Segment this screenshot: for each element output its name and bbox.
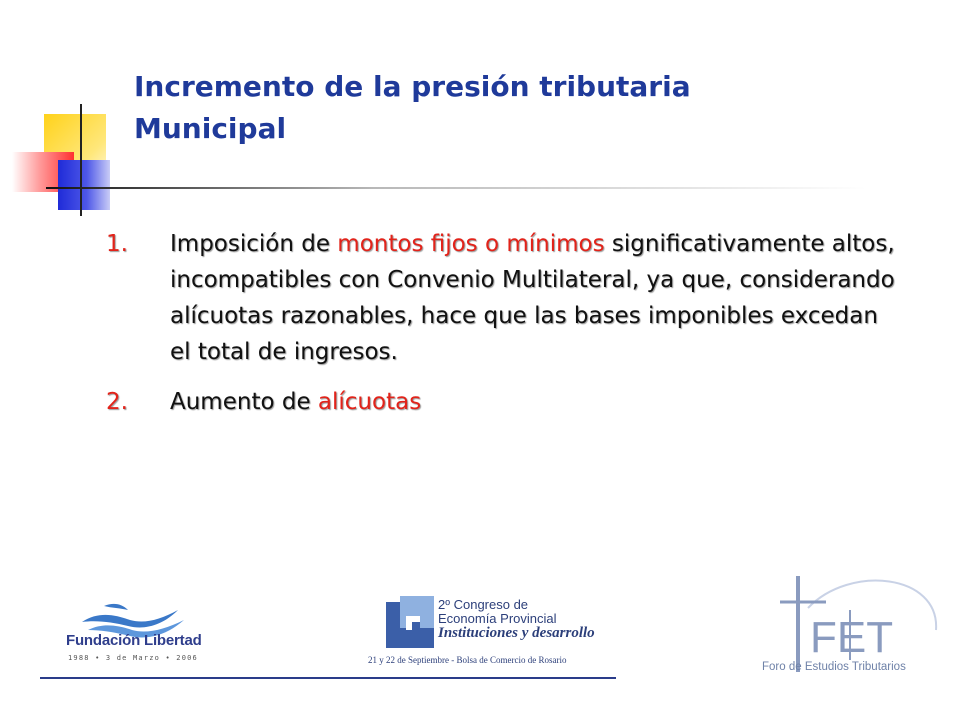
congreso-title [438, 598, 595, 640]
list-item-text: Imposición de [170, 231, 338, 257]
title-underline [46, 187, 866, 189]
vertical-rule [80, 104, 82, 216]
congreso-subtitle: 21 y 22 de Septiembre - Bolsa de Comercio de Rosario [368, 655, 567, 665]
list-item-highlight: montos fijos o mínimos [337, 231, 605, 257]
congreso-line-3: Instituciones y desarrollo [438, 625, 595, 641]
list-item-text-rest: significativamente altos, incompatibles con Convenio Multilateral, ya que, considerando alícuotas razonables, hace que las bases imponibles excedan el total de ingresos. [170, 231, 895, 365]
list-item-number: 2. [106, 389, 128, 415]
fet-caption: Foro de Estudios Tributarios [762, 661, 906, 673]
title-line-1: Incremento de la presión tributaria [134, 70, 691, 103]
list-item-highlight: alícuotas [317, 389, 422, 415]
title-line-2: Municipal [134, 112, 287, 145]
list-item-number: 1. [106, 231, 128, 257]
fundacion-libertad-dates: 1988 • 3 de Marzo • 2006 [68, 654, 198, 662]
congreso-line-1: 2º Congreso de [438, 597, 529, 612]
blue-square-decoration [58, 160, 110, 210]
list-item [100, 384, 900, 420]
congreso-logo-icon [386, 596, 436, 652]
footer-rule [40, 677, 616, 679]
fet-acronym: FET [810, 613, 894, 662]
fundacion-libertad-name: Fundación Libertad [66, 632, 202, 649]
congreso-line-2: Economía Provincial [438, 611, 557, 626]
list-item [100, 226, 900, 370]
slide-title [134, 66, 894, 150]
bullet-list [100, 226, 900, 420]
list-item-text: Aumento de [170, 389, 318, 415]
